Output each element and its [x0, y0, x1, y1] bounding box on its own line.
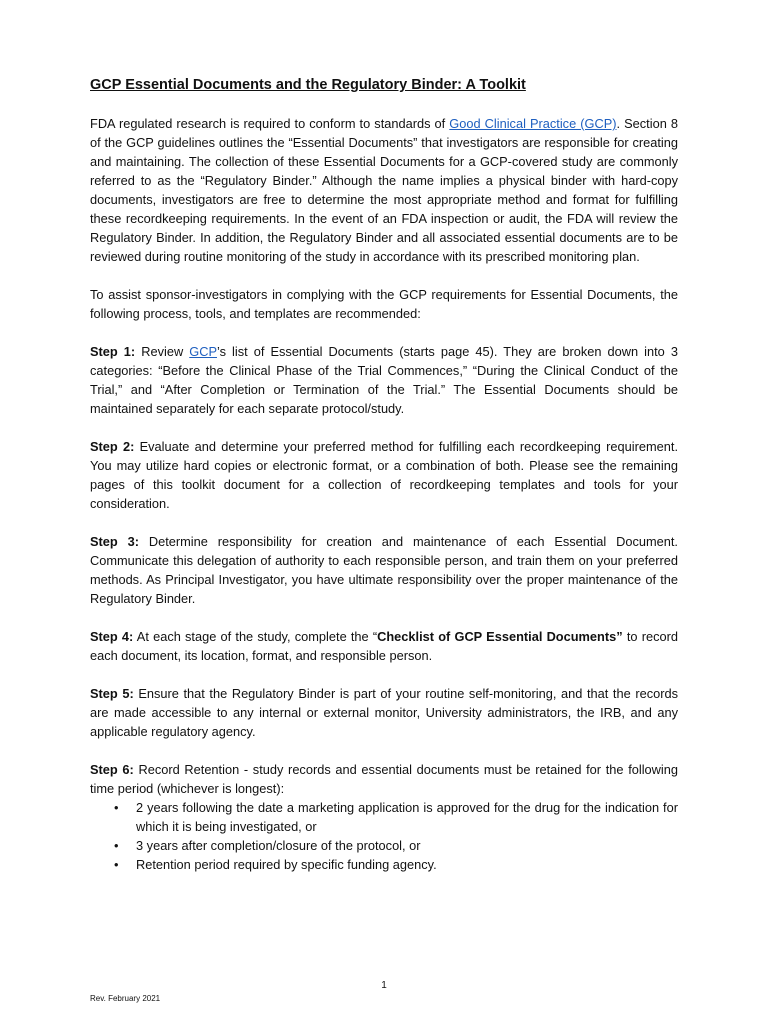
step-5-text: Ensure that the Regulatory Binder is part of your routine self-monitoring, and that the records are made accessible to any internal or external monitor, University administrators, the IRB, and any applicable regulatory agency.	[90, 686, 678, 739]
page-title: GCP Essential Documents and the Regulatory Binder: A Toolkit	[90, 77, 526, 93]
step-2-paragraph	[90, 437, 678, 513]
step-1-text-pre: Review	[135, 344, 190, 359]
intro-paragraph	[90, 114, 678, 266]
assist-paragraph: To assist sponsor-investigators in complying with the GCP requirements for Essential Documents, the following process, tools, and templates are recommended:	[90, 287, 678, 321]
document-body	[90, 76, 678, 874]
step-4-paragraph	[90, 627, 678, 665]
intro-text-pre: FDA regulated research is required to conform to standards of	[90, 116, 450, 131]
step-1-paragraph	[90, 342, 678, 418]
step-3-paragraph	[90, 532, 678, 608]
step-4-label: Step 4:	[90, 629, 134, 644]
step-4-text-pre: At each stage of the study, complete the “	[133, 629, 378, 644]
retention-list	[90, 798, 678, 874]
step-3-text: Determine responsibility for creation and maintenance of each Essential Document. Communicate this delegation of authority to each responsible person, and train them on your preferred methods. As Principal Investigator, you have ultimate responsibility over the proper maintenance of the Regulatory Binder.	[90, 534, 678, 606]
bullet-icon: •	[114, 838, 119, 853]
step-1-text-post: ’s list of Essential Documents (starts page 45). They are broken down into 3 categories: “Before the Clinical Phase of the Trial Commences,” “During the Clinical Conduct of the Trial,” and “After Completion or Termination of the Trial.” The Essential Documents should be maintained separately for each separate protocol/study.	[90, 344, 678, 416]
list-item: • 2 years following the date a marketing application is approved for the drug for the indication for which it is being investigated, or	[114, 800, 678, 834]
bullet-icon: •	[114, 800, 119, 815]
step-2-text: Evaluate and determine your preferred method for fulfilling each recordkeeping requirement. You may utilize hard copies or electronic format, or a combination of both. Please see the remaining pages of this toolkit document for a collection of recordkeeping templates and tools for your consideration.	[90, 439, 679, 511]
step-1-label: Step 1:	[90, 344, 136, 359]
step-5-label: Step 5:	[90, 686, 134, 701]
gcp-link-step-1[interactable]: GCP	[189, 344, 217, 359]
list-item: • Retention period required by specific funding agency.	[114, 857, 437, 872]
step-6-label: Step 6:	[90, 762, 134, 777]
checklist-title: Checklist of GCP Essential Documents”	[377, 629, 623, 644]
step-2-label: Step 2:	[90, 439, 135, 454]
page-number: 1	[381, 980, 387, 991]
step-6-text: Record Retention - study records and essential documents must be retained for the following time period (whichever is longest):	[90, 762, 678, 796]
gcp-link[interactable]: Good Clinical Practice (GCP)	[449, 116, 617, 131]
revision-date: Rev. February 2021	[90, 994, 161, 1003]
step-3-label: Step 3:	[90, 534, 139, 549]
step-5-paragraph	[90, 684, 678, 741]
step-4-text-post: to record each document, its location, format, and responsible person.	[90, 629, 678, 663]
bullet-icon: •	[114, 857, 119, 872]
list-item: • 3 years after completion/closure of the protocol, or	[114, 838, 421, 853]
intro-text-post: . Section 8 of the GCP guidelines outlines the “Essential Documents” that investigators are responsible for creating and maintaining. The collection of these Essential Documents for a GCP-covered study are commonly referred to as the “Regulatory Binder.” Although the name implies a physical binder with hard-copy documents, investigators are free to determine the most appropriate method and format for fulfilling these recordkeeping requirements. In the event of an FDA inspection or audit, the FDA will review the Regulatory Binder. In addition, the Regulatory Binder and all associated essential documents are to be reviewed during routine monitoring of the study in accordance with its prescribed monitoring plan.	[90, 116, 678, 264]
step-6-paragraph	[90, 760, 678, 798]
